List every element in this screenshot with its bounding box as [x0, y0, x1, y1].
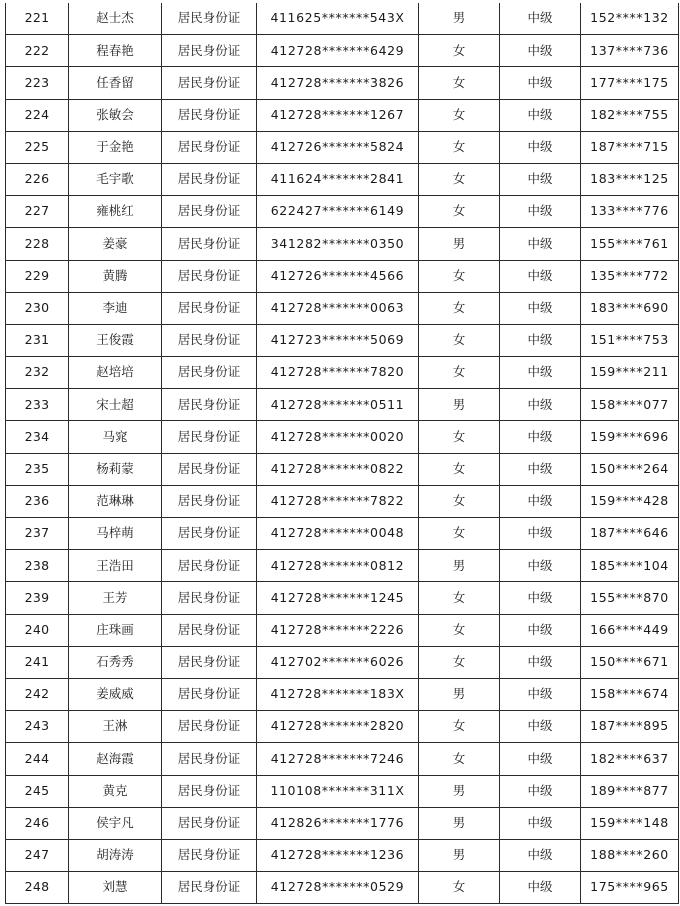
table-row: [6, 485, 679, 517]
table-row: [6, 3, 679, 35]
serial-number-cell: 243: [6, 711, 69, 743]
id-type-cell: 居民身份证: [162, 872, 257, 904]
phone-cell: 187****715: [581, 131, 679, 163]
gender-cell: 男: [419, 3, 500, 35]
name-cell: 李迪: [69, 292, 162, 324]
gender-cell: 女: [419, 582, 500, 614]
table-row: [6, 614, 679, 646]
gender-cell: 女: [419, 743, 500, 775]
level-cell: 中级: [500, 711, 581, 743]
name-cell: 马窕: [69, 421, 162, 453]
table-row: [6, 421, 679, 453]
serial-number-cell: 247: [6, 839, 69, 871]
name-cell: 范琳琳: [69, 485, 162, 517]
table-row: [6, 196, 679, 228]
serial-number-cell: 248: [6, 872, 69, 904]
serial-number-cell: 232: [6, 357, 69, 389]
id-number-cell: 412728*******7820: [257, 357, 419, 389]
serial-number-cell: 246: [6, 807, 69, 839]
gender-cell: 女: [419, 421, 500, 453]
id-number-cell: 412726*******4566: [257, 260, 419, 292]
table-row: [6, 646, 679, 678]
name-cell: 王淋: [69, 711, 162, 743]
id-number-cell: 412728*******7822: [257, 485, 419, 517]
id-type-cell: 居民身份证: [162, 3, 257, 35]
roster-body: [6, 3, 679, 904]
gender-cell: 女: [419, 357, 500, 389]
phone-cell: 182****637: [581, 743, 679, 775]
gender-cell: 女: [419, 67, 500, 99]
phone-cell: 133****776: [581, 196, 679, 228]
level-cell: 中级: [500, 839, 581, 871]
level-cell: 中级: [500, 550, 581, 582]
id-number-cell: 411624*******2841: [257, 163, 419, 195]
level-cell: 中级: [500, 228, 581, 260]
serial-number-cell: 229: [6, 260, 69, 292]
id-number-cell: 622427*******6149: [257, 196, 419, 228]
level-cell: 中级: [500, 163, 581, 195]
level-cell: 中级: [500, 67, 581, 99]
level-cell: 中级: [500, 646, 581, 678]
level-cell: 中级: [500, 99, 581, 131]
id-type-cell: 居民身份证: [162, 711, 257, 743]
id-type-cell: 居民身份证: [162, 196, 257, 228]
serial-number-cell: 234: [6, 421, 69, 453]
level-cell: 中级: [500, 872, 581, 904]
gender-cell: 女: [419, 196, 500, 228]
roster-table: [5, 2, 679, 904]
level-cell: 中级: [500, 260, 581, 292]
gender-cell: 男: [419, 389, 500, 421]
name-cell: 刘慧: [69, 872, 162, 904]
serial-number-cell: 223: [6, 67, 69, 99]
gender-cell: 男: [419, 807, 500, 839]
top-page-edge: [0, 0, 680, 3]
name-cell: 姜威威: [69, 678, 162, 710]
serial-number-cell: 224: [6, 99, 69, 131]
phone-cell: 150****671: [581, 646, 679, 678]
id-number-cell: 412728*******0812: [257, 550, 419, 582]
serial-number-cell: 231: [6, 324, 69, 356]
name-cell: 王浩田: [69, 550, 162, 582]
phone-cell: 155****761: [581, 228, 679, 260]
name-cell: 黄克: [69, 775, 162, 807]
phone-cell: 187****895: [581, 711, 679, 743]
id-type-cell: 居民身份证: [162, 324, 257, 356]
id-type-cell: 居民身份证: [162, 839, 257, 871]
phone-cell: 155****870: [581, 582, 679, 614]
serial-number-cell: 221: [6, 3, 69, 35]
id-type-cell: 居民身份证: [162, 260, 257, 292]
serial-number-cell: 233: [6, 389, 69, 421]
serial-number-cell: 242: [6, 678, 69, 710]
id-type-cell: 居民身份证: [162, 421, 257, 453]
id-type-cell: 居民身份证: [162, 678, 257, 710]
table-row: [6, 582, 679, 614]
id-number-cell: 412728*******2226: [257, 614, 419, 646]
level-cell: 中级: [500, 743, 581, 775]
level-cell: 中级: [500, 807, 581, 839]
table-row: [6, 775, 679, 807]
level-cell: 中级: [500, 775, 581, 807]
id-number-cell: 412826*******1776: [257, 807, 419, 839]
name-cell: 张敏会: [69, 99, 162, 131]
phone-cell: 151****753: [581, 324, 679, 356]
id-number-cell: 412728*******0511: [257, 389, 419, 421]
serial-number-cell: 227: [6, 196, 69, 228]
level-cell: 中级: [500, 518, 581, 550]
serial-number-cell: 228: [6, 228, 69, 260]
id-type-cell: 居民身份证: [162, 453, 257, 485]
id-number-cell: 412723*******5069: [257, 324, 419, 356]
phone-cell: 182****755: [581, 99, 679, 131]
gender-cell: 男: [419, 550, 500, 582]
table-row: [6, 807, 679, 839]
id-type-cell: 居民身份证: [162, 99, 257, 131]
gender-cell: 女: [419, 292, 500, 324]
phone-cell: 135****772: [581, 260, 679, 292]
serial-number-cell: 244: [6, 743, 69, 775]
phone-cell: 137****736: [581, 35, 679, 67]
phone-cell: 159****211: [581, 357, 679, 389]
id-number-cell: 412728*******0063: [257, 292, 419, 324]
gender-cell: 女: [419, 131, 500, 163]
phone-cell: 189****877: [581, 775, 679, 807]
gender-cell: 女: [419, 485, 500, 517]
table-row: [6, 35, 679, 67]
table-row: [6, 711, 679, 743]
level-cell: 中级: [500, 485, 581, 517]
serial-number-cell: 245: [6, 775, 69, 807]
phone-cell: 150****264: [581, 453, 679, 485]
phone-cell: 158****077: [581, 389, 679, 421]
id-number-cell: 412728*******0020: [257, 421, 419, 453]
name-cell: 王俊霞: [69, 324, 162, 356]
table-row: [6, 292, 679, 324]
level-cell: 中级: [500, 453, 581, 485]
id-number-cell: 412702*******6026: [257, 646, 419, 678]
table-row: [6, 839, 679, 871]
level-cell: 中级: [500, 196, 581, 228]
gender-cell: 男: [419, 678, 500, 710]
name-cell: 于金艳: [69, 131, 162, 163]
name-cell: 赵海霞: [69, 743, 162, 775]
table-row: [6, 131, 679, 163]
serial-number-cell: 241: [6, 646, 69, 678]
id-number-cell: 412728*******183X: [257, 678, 419, 710]
phone-cell: 159****148: [581, 807, 679, 839]
table-row: [6, 99, 679, 131]
level-cell: 中级: [500, 678, 581, 710]
table-row: [6, 518, 679, 550]
gender-cell: 女: [419, 711, 500, 743]
id-number-cell: 412728*******0048: [257, 518, 419, 550]
name-cell: 王芳: [69, 582, 162, 614]
serial-number-cell: 222: [6, 35, 69, 67]
name-cell: 庄珠画: [69, 614, 162, 646]
gender-cell: 男: [419, 228, 500, 260]
gender-cell: 女: [419, 324, 500, 356]
phone-cell: 187****646: [581, 518, 679, 550]
gender-cell: 女: [419, 260, 500, 292]
phone-cell: 175****965: [581, 872, 679, 904]
gender-cell: 女: [419, 614, 500, 646]
gender-cell: 女: [419, 99, 500, 131]
phone-cell: 185****104: [581, 550, 679, 582]
name-cell: 黄腾: [69, 260, 162, 292]
gender-cell: 女: [419, 872, 500, 904]
id-type-cell: 居民身份证: [162, 775, 257, 807]
id-number-cell: 412728*******1245: [257, 582, 419, 614]
gender-cell: 女: [419, 35, 500, 67]
id-type-cell: 居民身份证: [162, 357, 257, 389]
id-type-cell: 居民身份证: [162, 807, 257, 839]
serial-number-cell: 236: [6, 485, 69, 517]
phone-cell: 183****690: [581, 292, 679, 324]
table-row: [6, 67, 679, 99]
id-type-cell: 居民身份证: [162, 550, 257, 582]
id-type-cell: 居民身份证: [162, 163, 257, 195]
level-cell: 中级: [500, 131, 581, 163]
level-cell: 中级: [500, 35, 581, 67]
name-cell: 赵培培: [69, 357, 162, 389]
gender-cell: 女: [419, 453, 500, 485]
name-cell: 赵士杰: [69, 3, 162, 35]
gender-cell: 女: [419, 646, 500, 678]
phone-cell: 152****132: [581, 3, 679, 35]
serial-number-cell: 230: [6, 292, 69, 324]
name-cell: 姜豪: [69, 228, 162, 260]
id-type-cell: 居民身份证: [162, 35, 257, 67]
id-number-cell: 412728*******1236: [257, 839, 419, 871]
gender-cell: 女: [419, 518, 500, 550]
id-number-cell: 341282*******0350: [257, 228, 419, 260]
name-cell: 宋士超: [69, 389, 162, 421]
id-type-cell: 居民身份证: [162, 582, 257, 614]
serial-number-cell: 235: [6, 453, 69, 485]
phone-cell: 159****696: [581, 421, 679, 453]
table-row: [6, 163, 679, 195]
phone-cell: 188****260: [581, 839, 679, 871]
name-cell: 胡涛涛: [69, 839, 162, 871]
phone-cell: 158****674: [581, 678, 679, 710]
id-number-cell: 412728*******0822: [257, 453, 419, 485]
table-row: [6, 228, 679, 260]
level-cell: 中级: [500, 614, 581, 646]
gender-cell: 女: [419, 163, 500, 195]
id-number-cell: 412728*******7246: [257, 743, 419, 775]
id-number-cell: 412728*******3826: [257, 67, 419, 99]
name-cell: 毛宇歌: [69, 163, 162, 195]
id-type-cell: 居民身份证: [162, 614, 257, 646]
id-type-cell: 居民身份证: [162, 228, 257, 260]
name-cell: 雍桃红: [69, 196, 162, 228]
name-cell: 马梓萌: [69, 518, 162, 550]
level-cell: 中级: [500, 357, 581, 389]
level-cell: 中级: [500, 3, 581, 35]
table-row: [6, 357, 679, 389]
id-number-cell: 412728*******1267: [257, 99, 419, 131]
id-type-cell: 居民身份证: [162, 389, 257, 421]
level-cell: 中级: [500, 389, 581, 421]
gender-cell: 男: [419, 775, 500, 807]
phone-cell: 183****125: [581, 163, 679, 195]
table-row: [6, 324, 679, 356]
id-type-cell: 居民身份证: [162, 743, 257, 775]
serial-number-cell: 225: [6, 131, 69, 163]
phone-cell: 166****449: [581, 614, 679, 646]
id-type-cell: 居民身份证: [162, 67, 257, 99]
name-cell: 任香留: [69, 67, 162, 99]
id-number-cell: 411625*******543X: [257, 3, 419, 35]
table-row: [6, 550, 679, 582]
id-type-cell: 居民身份证: [162, 292, 257, 324]
id-number-cell: 412728*******2820: [257, 711, 419, 743]
level-cell: 中级: [500, 421, 581, 453]
name-cell: 程春艳: [69, 35, 162, 67]
gender-cell: 男: [419, 839, 500, 871]
id-type-cell: 居民身份证: [162, 646, 257, 678]
level-cell: 中级: [500, 324, 581, 356]
level-cell: 中级: [500, 582, 581, 614]
id-number-cell: 412726*******5824: [257, 131, 419, 163]
phone-cell: 159****428: [581, 485, 679, 517]
id-number-cell: 412728*******6429: [257, 35, 419, 67]
id-number-cell: 412728*******0529: [257, 872, 419, 904]
name-cell: 杨莉蒙: [69, 453, 162, 485]
level-cell: 中级: [500, 292, 581, 324]
phone-cell: 177****175: [581, 67, 679, 99]
id-type-cell: 居民身份证: [162, 485, 257, 517]
id-type-cell: 居民身份证: [162, 131, 257, 163]
id-type-cell: 居民身份证: [162, 518, 257, 550]
table-row: [6, 389, 679, 421]
table-row: [6, 678, 679, 710]
serial-number-cell: 226: [6, 163, 69, 195]
table-row: [6, 260, 679, 292]
serial-number-cell: 237: [6, 518, 69, 550]
table-row: [6, 872, 679, 904]
name-cell: 石秀秀: [69, 646, 162, 678]
serial-number-cell: 240: [6, 614, 69, 646]
table-row: [6, 743, 679, 775]
serial-number-cell: 238: [6, 550, 69, 582]
name-cell: 侯宇凡: [69, 807, 162, 839]
table-row: [6, 453, 679, 485]
id-number-cell: 110108*******311X: [257, 775, 419, 807]
serial-number-cell: 239: [6, 582, 69, 614]
